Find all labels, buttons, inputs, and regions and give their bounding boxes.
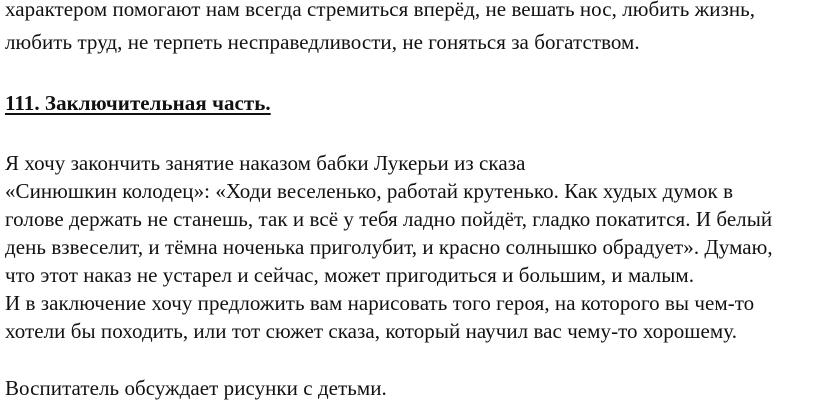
body-line-1: Я хочу закончить занятие наказом бабки Лукерьи из сказа — [5, 151, 526, 175]
intro-line-2: любить труд, не терпеть несправедливости, не гоняться за богатством. — [5, 30, 640, 54]
closing-line: Воспитатель обсуждает рисунки с детьми. — [5, 376, 387, 400]
body-line-5: что этот наказ не устарел и сейчас, может пригодиться и большим, и малым. — [5, 263, 695, 287]
section-heading: 111. Заключительная часть. — [5, 91, 271, 115]
body-line-7: хотели бы походить, или тот сюжет сказа, который научил вас чему-то хорошему. — [5, 319, 737, 343]
body-line-6: И в заключение хочу предложить вам нарисовать того героя, на которого вы чем-то — [5, 291, 755, 315]
body-line-4: день взвеселит, и тёмна ноченька приголубит, и красно солнышко обрадует». Думаю, — [5, 235, 773, 259]
intro-line-1: характером помогают нам всегда стремиться вперёд, не вешать нос, любить жизнь, — [5, 0, 756, 21]
body-line-3: голове держать не станешь, так и всё у тебя ладно пойдёт, гладко покатится. И белый — [5, 207, 773, 231]
body-line-2: «Синюшкин колодец»: «Ходи веселенько, работай крутенько. Как худых думок в — [5, 179, 734, 203]
